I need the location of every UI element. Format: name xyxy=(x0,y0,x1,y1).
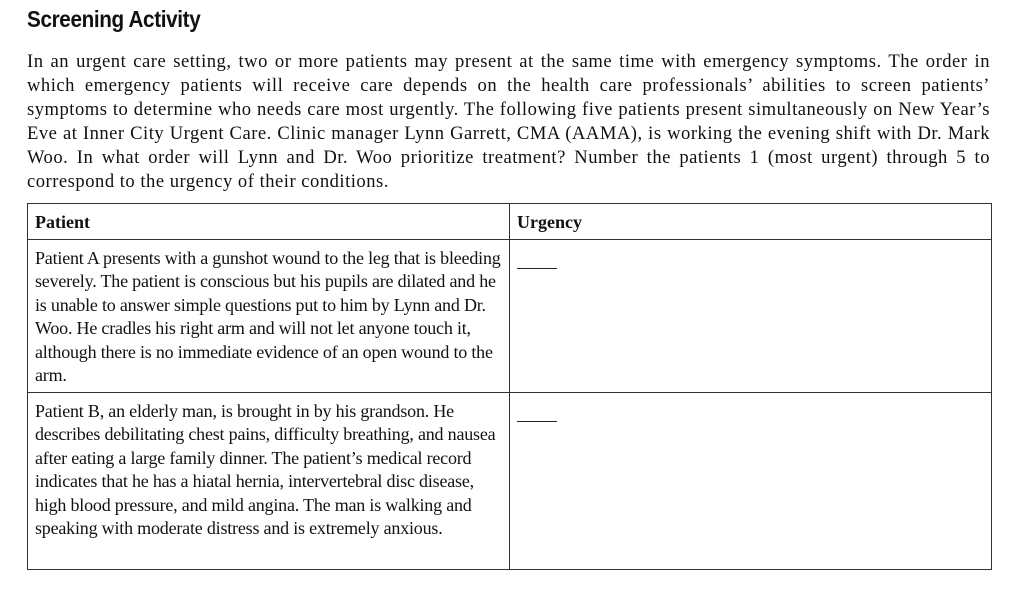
patient-b-urgency-cell xyxy=(510,393,992,570)
section-heading: Screening Activity xyxy=(27,6,201,32)
patient-a-urgency-cell xyxy=(510,240,992,393)
table-header-row xyxy=(28,204,992,240)
intro-paragraph: In an urgent care setting, two or more patients may present at the same time with emergency symptoms. The order in which emergency patients will receive care depends on the health care professionals’ abilities to screen patients’ symptoms to determine who needs care most urgently. The following five patients present simultaneously on New Year’s Eve at Inner City Urgent Care. Clinic manager Lynn Garrett, CMA (AAMA), is working the evening shift with Dr. Mark Woo. In what order will Lynn and Dr. Woo prioritize treatment? Number the patients 1 (most urgent) through 5 to correspond to the urgency of their conditions. xyxy=(27,51,990,192)
table-row xyxy=(28,240,992,393)
urgency-column-header: Urgency xyxy=(510,204,992,240)
patient-a-urgency-blank[interactable] xyxy=(517,268,557,269)
patient-b-description: Patient B, an elderly man, is brought in by his grandson. He describes debilitating chest pains, difficulty breathing, and nausea after eating a large family dinner. The patient’s medical record indicates that he has a hiatal hernia, intervertebral disc disease, high blood pressure, and mild angina. The man is walking and speaking with moderate distress and is extremely anxious. xyxy=(28,393,510,570)
patient-column-header: Patient xyxy=(28,204,510,240)
patient-b-urgency-blank[interactable] xyxy=(517,421,557,422)
screening-table xyxy=(27,203,992,570)
patient-a-description: Patient A presents with a gunshot wound to the leg that is bleeding severely. The patient is conscious but his pupils are dilated and he is unable to answer simple questions put to him by Lynn and Dr. Woo. He cradles his right arm and will not let anyone touch it, although there is no immediate evidence of an open wound to the arm. xyxy=(28,240,510,393)
table-row xyxy=(28,393,992,570)
